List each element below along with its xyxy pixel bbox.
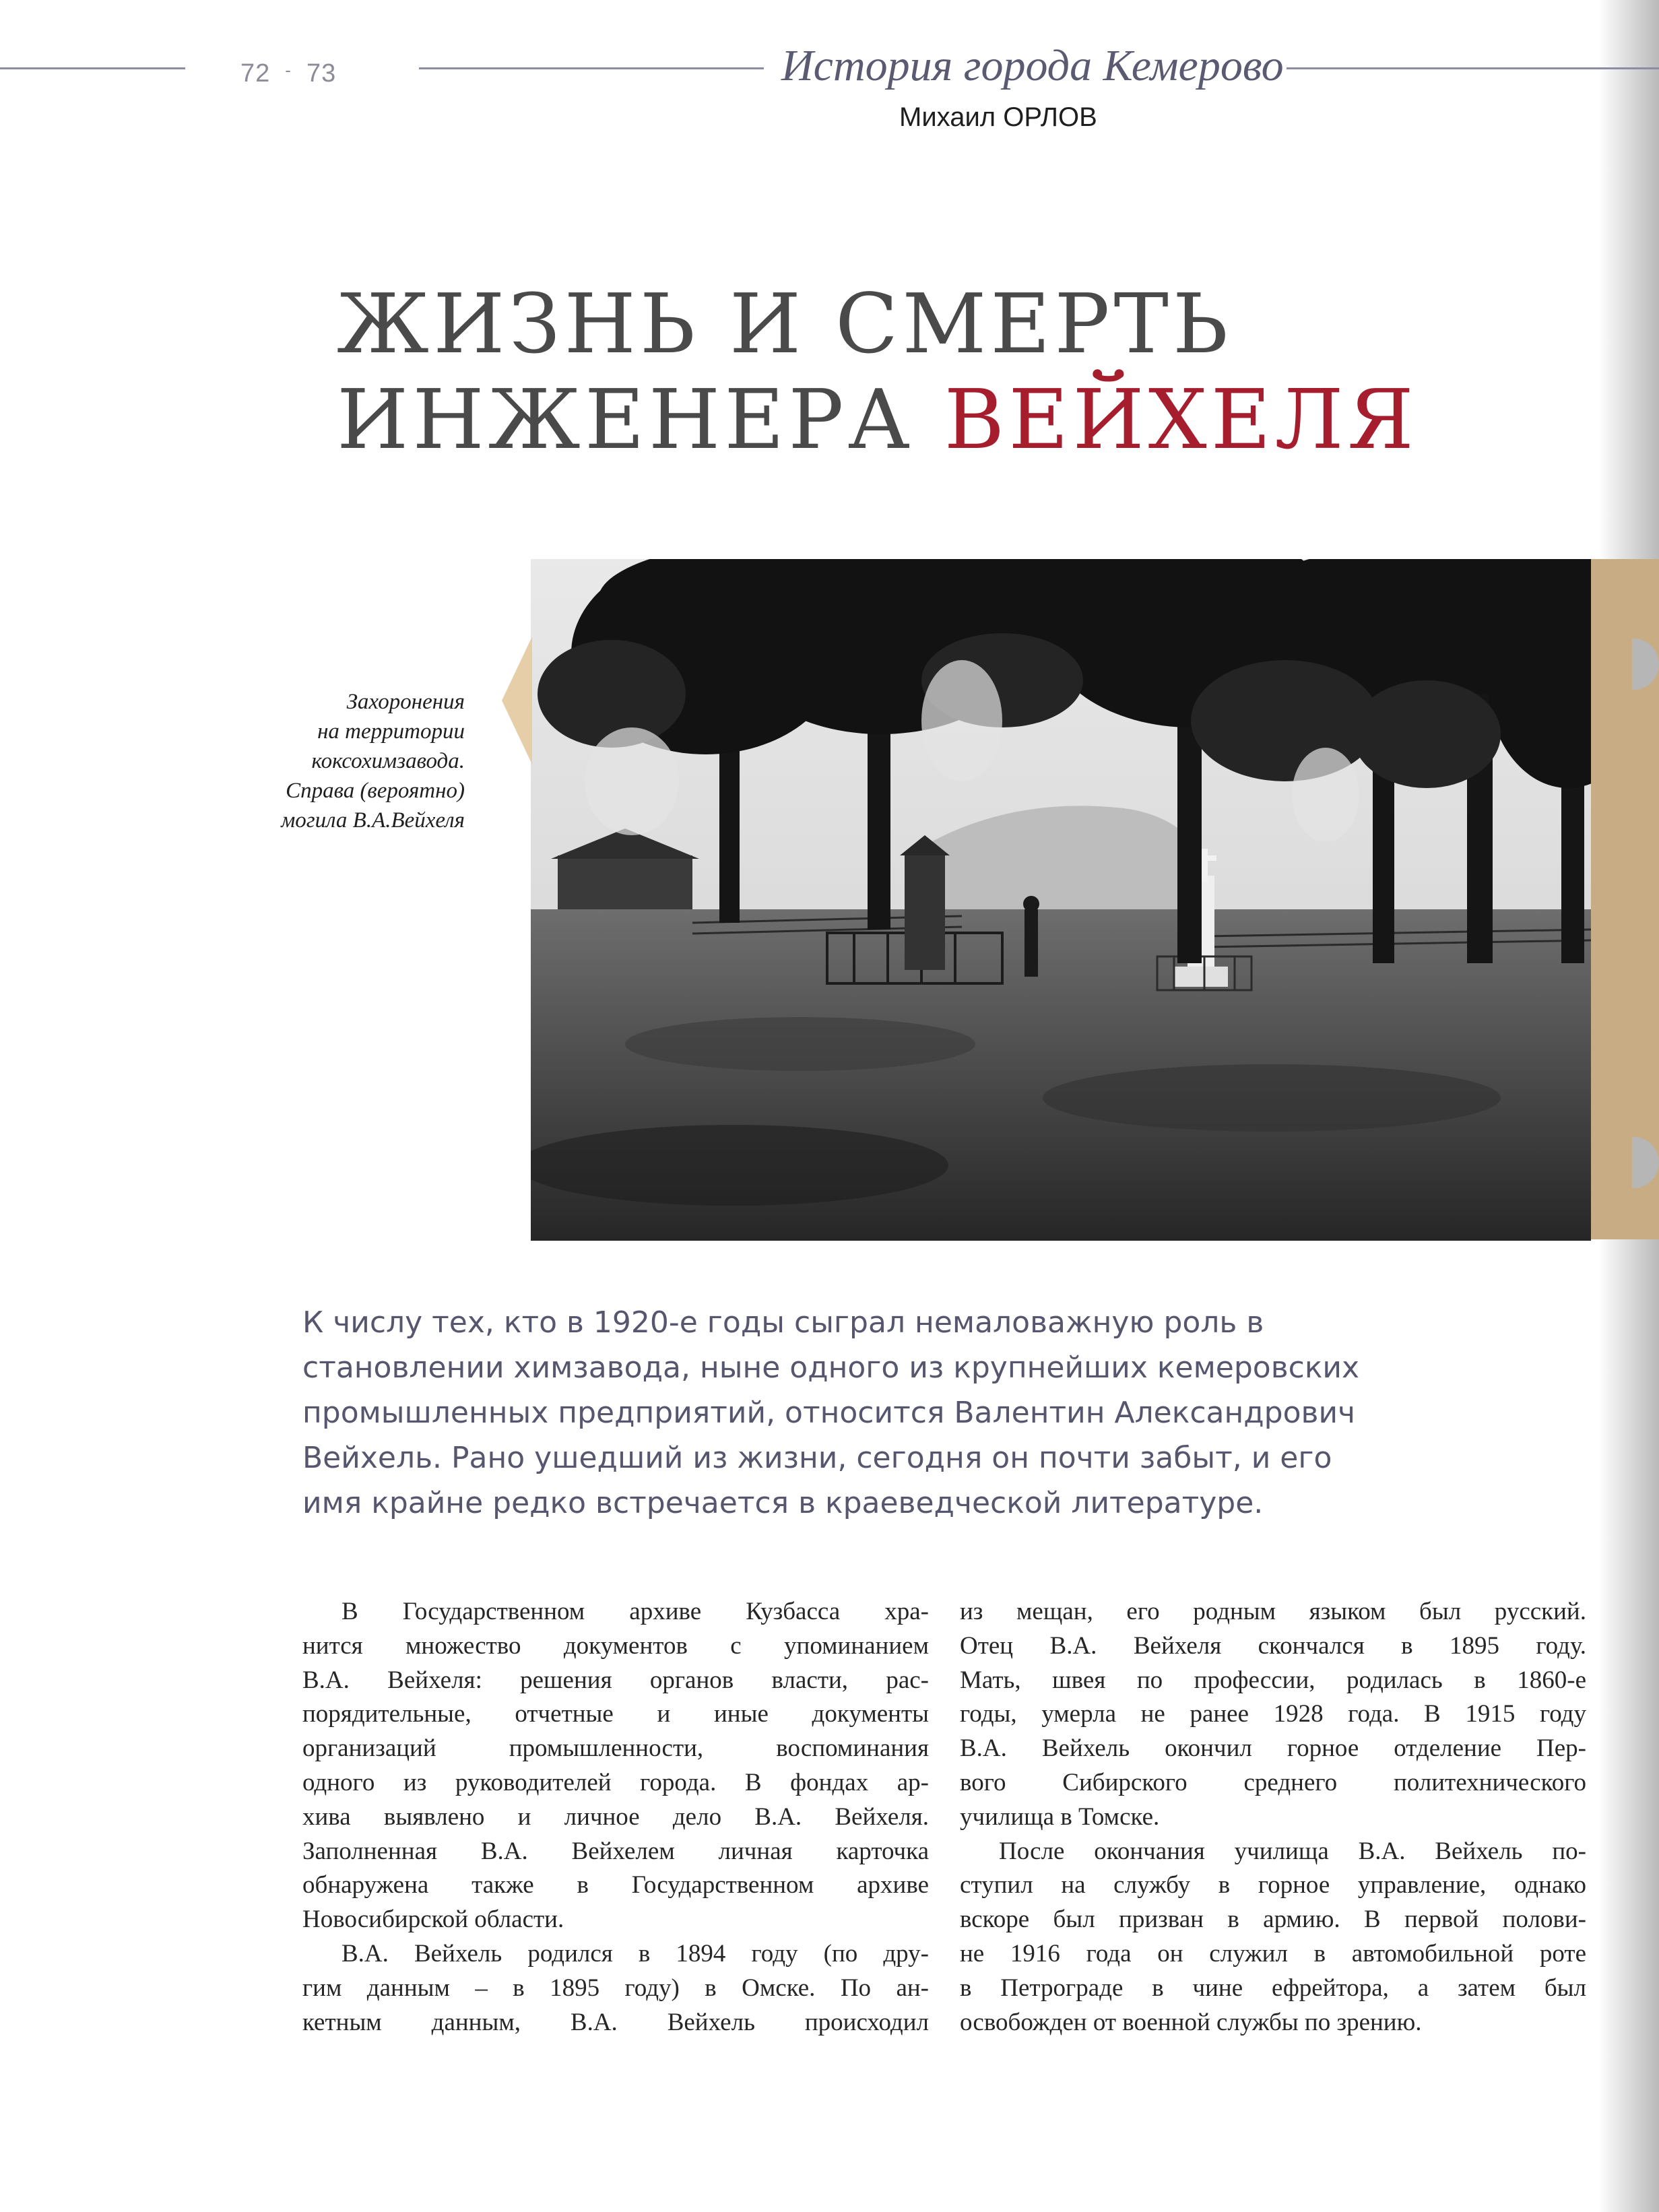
body-line: В Государственном архиве Кузбасса хра-: [341, 1598, 929, 1625]
headline-line-1: ЖИЗНЬ И СМЕРТЬ: [337, 276, 1233, 372]
photo-illustration: [531, 559, 1591, 1241]
caption-line: могила В.А.Вейхеля: [281, 808, 465, 833]
lead-line: имя крайне редко встречается в краеведческой литературе.: [302, 1486, 1264, 1520]
caption-line: Справа (вероятно): [286, 779, 465, 803]
body-line: в Петрограде в чине ефрейтора, а затем был: [960, 1974, 1586, 2002]
body-line: Отец В.А. Вейхеля скончался в 1895 году.: [960, 1631, 1586, 1660]
author-name: Михаил ОРЛОВ: [899, 102, 1097, 132]
body-paragraph: [960, 1835, 1586, 2040]
page-number-left: 72: [240, 59, 271, 88]
caption-line: Захоронения: [346, 690, 465, 714]
book-title: История города Кемерово: [781, 41, 1284, 90]
article-headline: [337, 276, 1418, 467]
body-line: организаций промышленности, воспоминания: [302, 1734, 929, 1763]
body-line: В.А. Вейхель окончил горное отделение Пер-: [960, 1734, 1586, 1763]
body-line: ступил на службу в горное управление, однако: [960, 1871, 1586, 1899]
body-line: После окончания училища В.А. Вейхель по-: [999, 1837, 1586, 1865]
body-line: В.А. Вейхель родился в 1894 году (по дру-: [341, 1939, 929, 1967]
historical-photo-cemetery: [531, 559, 1591, 1241]
body-line: кетным данным, В.А. Вейхель происходил: [302, 2008, 929, 2036]
body-line: не 1916 года он служил в автомобильной роте: [960, 1939, 1586, 1967]
body-line: вскоре был призван в армию. В первой полови-: [960, 1906, 1586, 1934]
body-line: Мать, швея по профессии, родилась в 1860-е: [960, 1666, 1586, 1694]
body-line: годы, умерла не ранее 1928 года. В 1915 году: [960, 1700, 1586, 1728]
page-number-separator: -: [285, 60, 292, 80]
body-paragraph: [302, 1937, 929, 2040]
body-column-left: [302, 1595, 929, 2040]
caption-pointer-arrow: [502, 637, 532, 765]
headline-accent-word: ВЕЙХЕЛЯ: [944, 372, 1418, 467]
photo-caption: [182, 687, 465, 835]
body-paragraph: [302, 1595, 929, 1937]
caption-line: коксохимзавода.: [311, 749, 465, 773]
page-numbers: [240, 59, 336, 88]
body-line: училища в Томске.: [960, 1802, 1160, 1831]
body-line: освобожден от военной службы по зрению.: [960, 2008, 1422, 2036]
body-line: обнаружена также в Государственном архиве: [302, 1871, 929, 1899]
body-line: Новосибирской области.: [302, 1906, 564, 1934]
body-line: В.А. Вейхеля: решения органов власти, рас-: [302, 1666, 929, 1694]
lead-line: становлении химзавода, ныне одного из крупнейших кемеровских: [302, 1351, 1360, 1385]
lead-paragraph: [302, 1300, 1447, 1526]
body-paragraph: [960, 1595, 1586, 1835]
body-column-right: [960, 1595, 1586, 2040]
body-line: вого Сибирского среднего политехнического: [960, 1768, 1586, 1796]
body-line: хива выявлено и личное дело В.А. Вейхеля.: [302, 1802, 929, 1831]
body-line: одного из руководителей города. В фондах ар-: [302, 1768, 929, 1796]
lead-line: Вейхель. Рано ушедший из жизни, сегодня он почти забыт, и его: [302, 1441, 1332, 1475]
body-line: нится множество документов с упоминанием: [302, 1631, 929, 1660]
header-rule-right: [1287, 67, 1659, 69]
body-line: порядительные, отчетные и иные документы: [302, 1700, 929, 1728]
headline-line-2-part-1: ИНЖЕНЕРА: [337, 372, 944, 467]
header-rule-middle: [419, 67, 764, 69]
body-line: из мещан, его родным языком был русский.: [960, 1598, 1586, 1625]
lead-line: К числу тех, кто в 1920-е годы сыграл немаловажную роль в: [302, 1305, 1264, 1340]
body-line: гим данным – в 1895 году) в Омске. По ан-: [302, 1974, 929, 2002]
lead-line: промышленных предприятий, относится Валентин Александрович: [302, 1396, 1356, 1430]
caption-line: на территории: [317, 719, 465, 744]
header-rule-left: [0, 67, 185, 69]
page-number-right: 73: [306, 59, 337, 88]
body-line: Заполненная В.А. Вейхелем личная карточка: [302, 1837, 929, 1865]
